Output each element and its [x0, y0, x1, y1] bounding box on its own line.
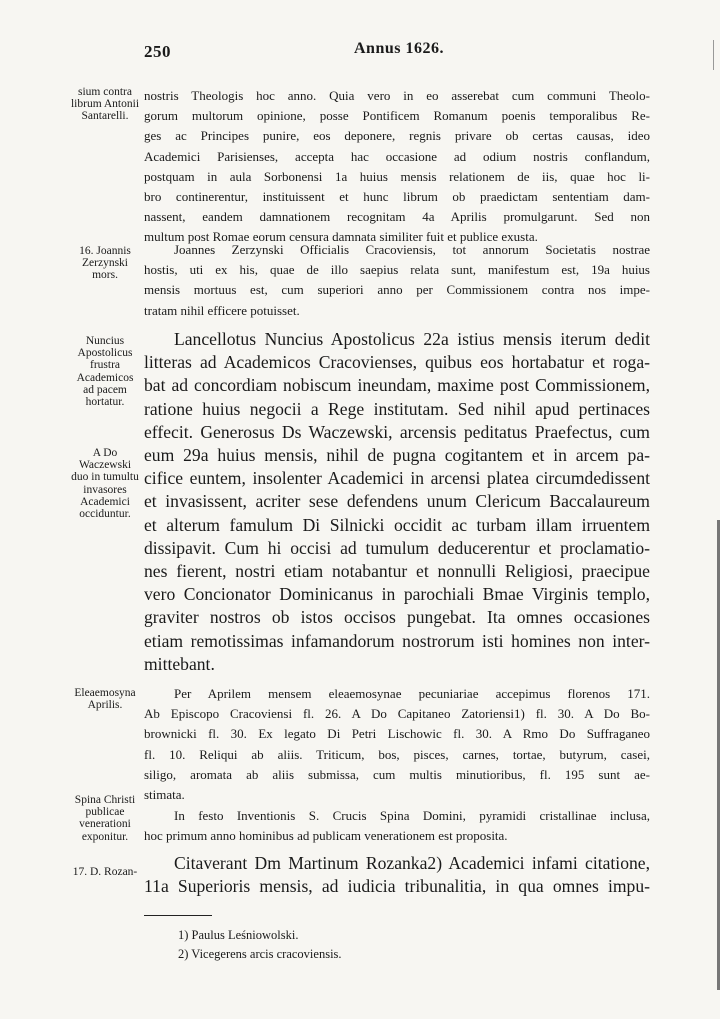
margin-note-zerzynski: 16. Joannis Zerzynski mors. — [79, 245, 131, 282]
text-line: eum 29a huius mensis, nihil de pugna cogitantem et in arcem pa- — [144, 445, 650, 466]
text-line: multum post Romae eorum censura damnata similiter fuit et publice exusta. — [144, 229, 538, 245]
text-line: gorum multorum opinione, posse Pontificem Romanum poenis temporalibus Re- — [144, 108, 650, 124]
footnote-2: 2) Vicegerens arcis cracoviensis. — [178, 947, 342, 961]
text-line: vero Concionator Dominicanus in parochiali Bmae Virginis templo, — [144, 584, 650, 605]
margin-note-nuncius: Nuncius Apostolicus frustra Academicos ad pacem hortatur. — [76, 335, 134, 409]
text-line: etiam remotissimas infamandorum nostrorum isti homines non inter- — [144, 630, 650, 651]
text-line: Lancellotus Nuncius Apostolicus 22a istius mensis iterum dedit — [174, 329, 650, 349]
paragraph-zerzynski — [144, 240, 650, 321]
text-line: litteras ad Academicos Cracovienses, quibus eos hortabatur et roga- — [144, 352, 650, 373]
margin-note-waczewski: A Do Waczewski duo in tumultu invasores Academici occiduntur. — [71, 447, 139, 521]
text-line: ratione huius negocii a Rege institutam. Sed nihil apud pertinaces — [144, 398, 650, 419]
paragraph-santarelli — [144, 86, 650, 248]
text-line: siligo, aromata ab aliis submissa, cum multis minutioribus, fl. 195 sunt ae- — [144, 766, 650, 782]
text-line: graviter nostros ob istos occisos pungebat. Ita omnes occasiones — [144, 607, 650, 628]
margin-note-rozanka: 17. D. Rozan- — [72, 866, 138, 878]
text-line: brownicki fl. 30. Ex legato Di Petri Lischowic fl. 30. A Rmo Do Suffraganeo — [144, 726, 650, 742]
text-line: Ab Episcopo Cracoviensi fl. 26. A Do Capitaneo Zatoriensi1) fl. 30. A Do Bo- — [144, 706, 650, 722]
text-line: mittebant. — [144, 653, 215, 674]
margin-note-santarelli: sium contra librum Antonii Santarelli. — [70, 86, 140, 123]
text-line: In festo Inventionis S. Crucis Spina Domini, pyramidi cristallinae inclusa, — [174, 808, 650, 823]
scan-edge-mark — [713, 40, 714, 70]
text-line: bro continerentur, instituissent et hunc librum ob praedictam sententiam dam- — [144, 189, 650, 205]
text-line: et alterum famulum Di Silnicki occidit ac turbam illam irruentem — [144, 514, 650, 535]
text-line: postquam in aula Sorbonensi 1a huius mensis relationem de iis, quae hoc li- — [144, 168, 650, 184]
text-line: fl. 10. Reliqui ab aliis. Triticum, bos, pisces, carnes, tortae, butyrum, casei, — [144, 746, 650, 762]
text-line: ges ac Principes punire, eos deponere, regnis privare ob certas causas, ideo — [144, 128, 650, 144]
text-line: bat ad concordiam nobiscum ineundam, maxime post Commissionem, — [144, 375, 650, 396]
text-line: Academici Parisienses, accepta hac occasione ad odium nostris conflandum, — [144, 148, 650, 164]
footnote-rule — [144, 915, 212, 916]
margin-note-eleaemosyna: Eleaemosyna Aprilis. — [74, 687, 136, 712]
text-line: stimata. — [144, 787, 185, 803]
text-line: hoc primum anno hominibus ad publicam venerationem est proposita. — [144, 828, 508, 844]
text-line: 11a Superioris mensis, ad iudicia tribunalitia, in qua omnes impu- — [144, 876, 650, 897]
text-line: Citaverant Dm Martinum Rozanka2) Academici infami citatione, — [174, 853, 650, 873]
text-line: tratam nihil efficere potuisset. — [144, 302, 300, 318]
text-line: nostris Theologis hoc anno. Quia vero in eo asserebat cum communi Theolo- — [144, 88, 650, 103]
paragraph-eleaemosyna — [144, 684, 650, 805]
margin-note-spina: Spina Christi publicae venerationi exponitur. — [74, 794, 136, 843]
text-line: Per Aprilem mensem eleaemosynae pecuniariae accepimus florenos 171. — [174, 686, 650, 701]
paragraph-spina — [144, 806, 650, 846]
paragraph-rozanka — [144, 852, 650, 898]
paragraph-nuncius — [144, 328, 650, 676]
text-line: effecit. Generosus Ds Waczewski, arcensis peditatus Praefectus, cum — [144, 421, 650, 442]
footnote-1: 1) Paulus Leśniowolski. — [178, 928, 299, 942]
text-line: cifice euntem, insolenter Academici in arcensi platea circumdedissent — [144, 468, 650, 489]
text-line: nassent, eandem damnationem recognitam 4a Aprilis promulgarunt. Sed non — [144, 209, 650, 225]
text-line: nes fierent, nostri etiam notabantur et nonnulli Religiosi, praecipue — [144, 561, 650, 582]
text-line: mensis mortuus est, cum superiori anno per Commissionem contra nos impe- — [144, 282, 650, 298]
text-line: hostis, uti ex his, quae de illo saepius relata sunt, manifestum est, 19a huius — [144, 262, 650, 278]
page-number: 250 — [144, 42, 171, 61]
text-line: et invasissent, acriter sese defendens unum Clericum Baccalaureum — [144, 491, 650, 512]
text-line: dissipavit. Cum hi occisi ad tumulum deducerentur et proclamatio- — [144, 537, 650, 558]
running-title: Annus 1626. — [354, 40, 444, 57]
text-line: Joannes Zerzynski Officialis Cracoviensis, tot annorum Societatis nostrae — [174, 242, 650, 257]
